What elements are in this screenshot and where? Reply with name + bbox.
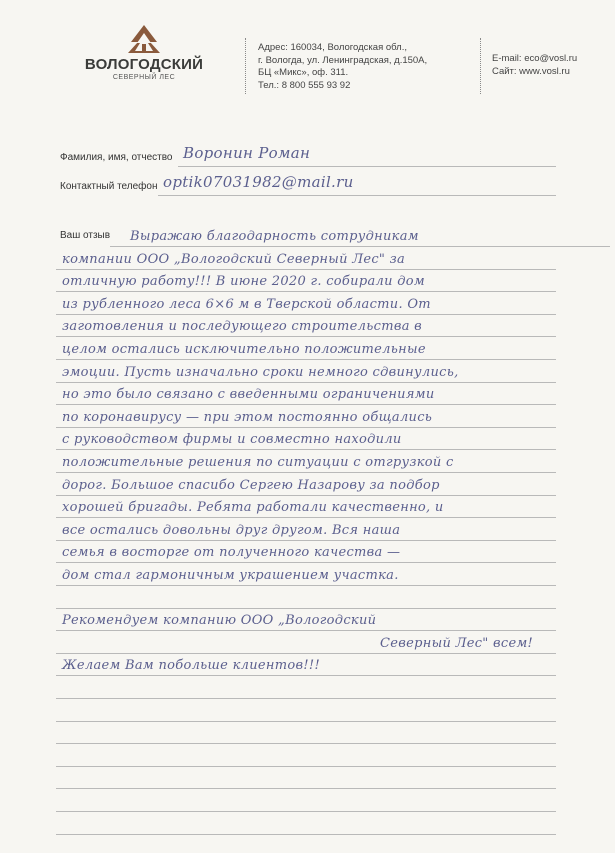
- review-ruled-line: [56, 472, 556, 473]
- review-ruled-line: [56, 336, 556, 337]
- review-ruled-line: [56, 291, 556, 292]
- review-text-line: компании ООО „Вологодский Северный Лес" за: [62, 251, 406, 267]
- review-text-line: хорошей бригады. Ребята работали качественно, и: [62, 500, 444, 516]
- review-text-line: Желаем Вам побольше клиентов!!!: [62, 658, 320, 674]
- review-ruled-line: [56, 404, 556, 405]
- review-text-line: с руководством фирмы и совместно находили: [62, 432, 402, 448]
- review-text-line: эмоции. Пусть изначально сроки немного сдвинулись,: [62, 364, 459, 380]
- review-ruled-line: [56, 630, 556, 631]
- review-ruled-line: [56, 314, 556, 315]
- review-ruled-line: [56, 811, 556, 812]
- review-ruled-line: [56, 608, 556, 609]
- review-text-line: Рекомендуем компанию ООО „Вологодский: [62, 613, 377, 629]
- company-contacts: [492, 52, 612, 78]
- review-text-line: заготовления и последующего строительства в: [62, 319, 423, 335]
- logo-name: ВОЛОГОДСКИЙ: [84, 56, 204, 73]
- review-ruled-line: [56, 653, 556, 654]
- tree-logo-icon: [124, 24, 164, 54]
- company-logo: [84, 24, 204, 81]
- review-text-line: Северный Лес" всем!: [380, 635, 534, 651]
- address-line: БЦ «Микс», оф. 311.: [258, 67, 349, 78]
- header-divider-right: [480, 38, 482, 94]
- review-ruled-line: [56, 540, 556, 541]
- review-text-line: но это было связано с введенными ограничениями: [62, 387, 435, 403]
- review-text-line: семья в восторге от полученного качества —: [62, 545, 401, 561]
- company-address: [258, 42, 478, 92]
- review-ruled-line: [56, 382, 556, 383]
- review-ruled-line: [56, 427, 556, 428]
- review-ruled-line: [56, 359, 556, 360]
- review-ruled-line: [56, 562, 556, 563]
- address-line: г. Вологда, ул. Ленинградская, д.150А,: [258, 54, 428, 66]
- review-text-line: Выражаю благодарность сотрудникам: [130, 229, 419, 244]
- review-ruled-line: [56, 269, 556, 270]
- review-ruled-line: [56, 788, 556, 789]
- address-line: Адрес: 160034, Вологодская обл.,: [258, 42, 407, 53]
- phone-field-line: [158, 195, 556, 196]
- review-label: Ваш отзыв: [60, 230, 111, 241]
- review-text-line: отличную работу!!! В июне 2020 г. собирали дом: [62, 274, 425, 290]
- review-text-line: дом стал гармоничным украшением участка.: [62, 568, 399, 583]
- name-handwritten: Воронин Роман: [183, 144, 311, 162]
- name-label: Фамилия, имя, отчество: [60, 152, 173, 163]
- review-ruled-line: [56, 721, 556, 722]
- review-text-line: дорог. Большое спасибо Сергею Назарову за подбор: [62, 477, 440, 493]
- email-line: E-mail: eco@vosl.ru: [492, 53, 578, 64]
- phone-line: Тел.: 8 800 555 93 92: [258, 79, 351, 91]
- phone-label: Контактный телефон: [60, 181, 158, 192]
- review-text-line: положительные решения по ситуации с отгрузкой с: [62, 455, 454, 470]
- review-text-line: из рубленного леса 6×6 м в Тверской области. От: [62, 296, 431, 312]
- review-ruled-line: [56, 698, 556, 699]
- site-line: Сайт: www.vosl.ru: [492, 66, 570, 77]
- review-ruled-line: [56, 517, 556, 518]
- name-field-line: [178, 166, 556, 167]
- review-ruled-line: [110, 246, 610, 247]
- review-text-line: целом остались исключительно положительные: [62, 342, 426, 357]
- review-ruled-line: [56, 766, 556, 767]
- logo-subtitle: СЕВЕРНЫЙ ЛЕС: [112, 74, 176, 81]
- review-ruled-line: [56, 743, 556, 744]
- review-text-line: по коронавирусу — при этом постоянно общались: [62, 409, 433, 425]
- review-ruled-line: [56, 449, 556, 450]
- review-ruled-line: [56, 834, 556, 835]
- header-divider-left: [245, 38, 247, 94]
- review-ruled-line: [56, 585, 556, 586]
- review-ruled-line: [56, 495, 556, 496]
- review-text-line: все остались довольны друг другом. Вся наша: [62, 522, 401, 538]
- phone-handwritten: optik07031982@mail.ru: [163, 173, 354, 191]
- review-ruled-line: [56, 675, 556, 676]
